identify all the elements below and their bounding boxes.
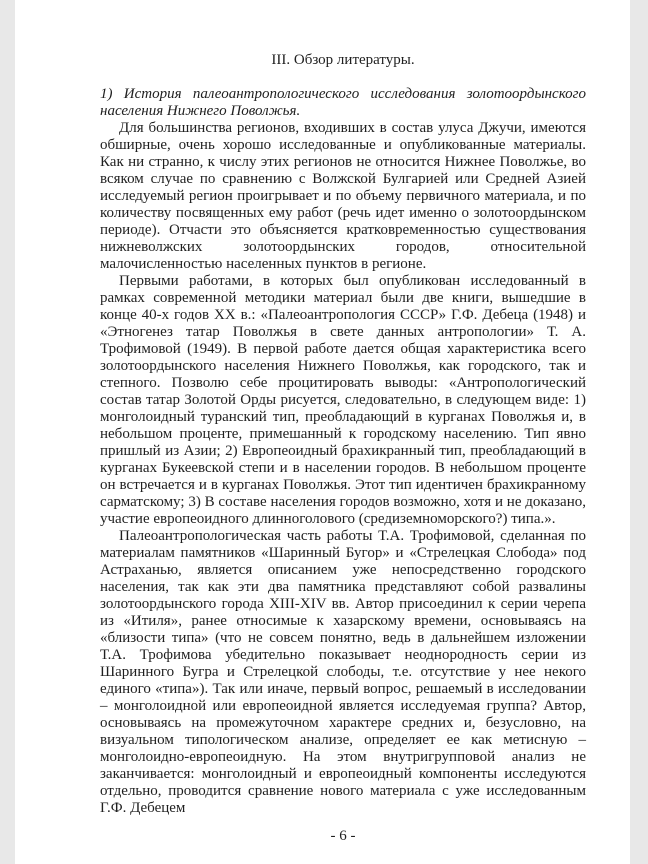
page-number: - 6 - bbox=[330, 828, 356, 844]
section-heading: 1) История палеоантропологического исследования золотоордынского населения Нижнего Поволжья. bbox=[100, 86, 586, 119]
paragraph-1: Для большинства регионов, входивших в состав улуса Джучи, имеются обширные, очень хорошо исследованные и опубликованные материалы. Как ни странно, к числу этих регионов не относится Нижнее Поволжье, во всяком случае по сравнению с Волжской Булгарией или Средней Азией исследуемый регион проигрывает и по объему первичного материала, и по количеству посвященных ему работ (речь идет именно о золотоордынском периоде). Отчасти это объясняется кратковременностью существования нижневолжских золотоордынских городов, относительной малочисленностью населенных пунктов в регионе. bbox=[100, 120, 586, 272]
paragraph-3: Палеоантропологическая часть работы Т.А. Трофимовой, сделанная по материалам памятников «Шаринный Бугор» и «Стрелецкая Слобода» под Астраханью, является описанием уже непосредственно городского населения, так как эти два памятника представляют собой развалины золотоордынского города XIII-XIV вв. Автор присоединил к серии черепа из «Итиля», ранее относимые к хазарскому времени, основываясь на «близости типа» (что не совсем понятно, ведь в дальнейшем изложении Т.А. Трофимова убедительно показывает неоднородность серии из Шаринного Бугра и Стрелецкой слободы, т.е. отсутствие у нее некого единого «типа»). Так или иначе, первый вопрос, решаемый в исследовании – монголоидной или европеоидной является исследуемая группа? Автор, основываясь на промежуточном характере средних и, безусловно, на визуальном типологическом анализе, определяет ее как метисную – монголоидно-европеоидную. На этом внутригрупповой анализ не заканчивается: монголоидный и европеоидный компоненты исследуются отдельно, проводится сравнение нового материала с уже исследованным Г.Ф. Дебецем bbox=[100, 528, 586, 816]
chapter-title: III. Обзор литературы. bbox=[271, 52, 415, 68]
page-content bbox=[100, 0, 586, 845]
document-page bbox=[15, 0, 630, 864]
paragraph-2: Первыми работами, в которых был опубликован исследованный в рамках современной методики материал были две книги, вышедшие в конце 40-х годов XX в.: «Палеоантропология СССР» Г.Ф. Дебеца (1948) и «Этногенез татар Поволжья в свете данных антропологии» Т. А. Трофимовой (1949). В первой работе дается общая характеристика всего золотоордынского населения Нижнего Поволжья, как городского, так и степного. Позволю себе процитировать выводы: «Антропологический состав татар Золотой Орды рисуется, следовательно, в следующем виде: 1) монголоидный туранский тип, преобладающий в курганах Поволжья и, в небольшом проценте, примешанный к городскому населению. Тип явно пришлый из Азии; 2) Европеоидный брахикранный тип, преобладающий в курганах Букеевской степи и в населении городов. В небольшом проценте он встречается и в курганах Поволжья. Этот тип идентичен брахикранному сарматскому; 3) В составе населения городов возможно, хотя и не доказано, участие европеоидного длинноголового (средиземноморского?) типа.». bbox=[100, 273, 586, 527]
